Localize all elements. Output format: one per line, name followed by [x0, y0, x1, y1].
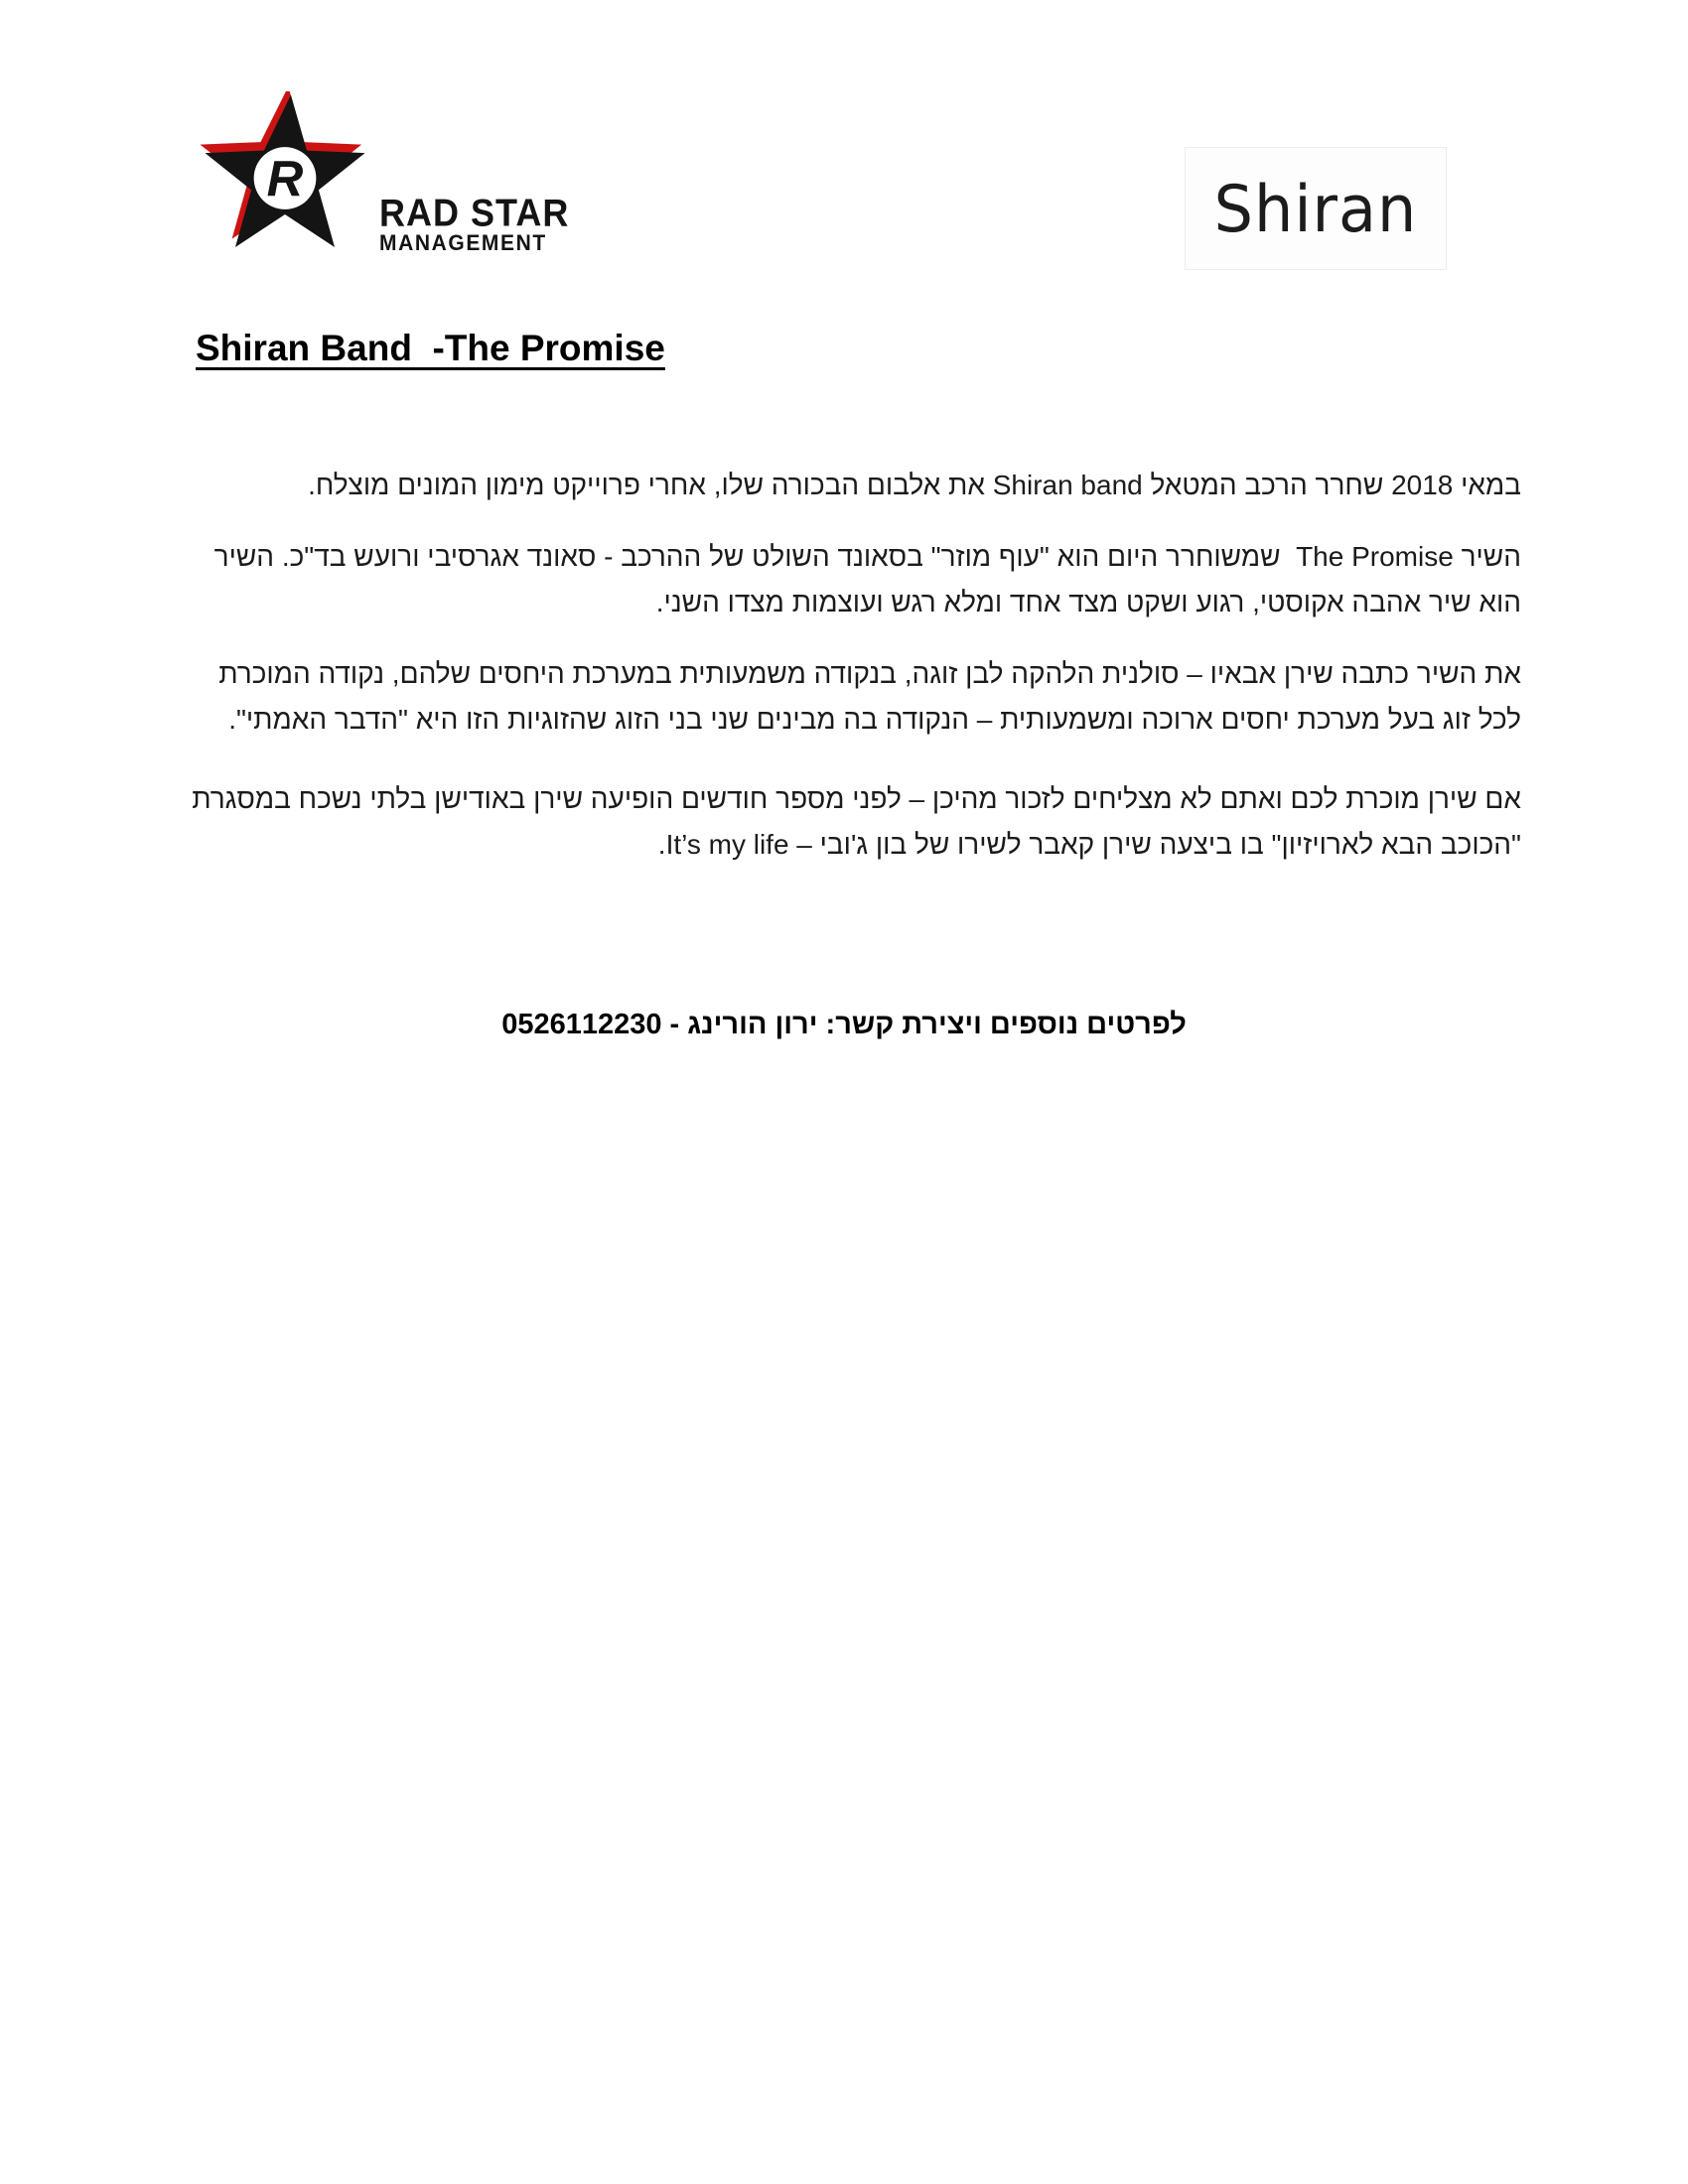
page-title: Shiran Band -The Promise: [196, 328, 665, 368]
shiran-logo: [1185, 147, 1447, 270]
paragraph: השיר The Promise שמשוחרר היום הוא "עוף מוזר" בסאונד השולט של ההרכב - סאונד אגרסיבי ורועש בד"כ. השיר הוא שיר אהבה אקוסטי, רגוע ושקט מצד אחד ומלא רגש ועוצמות מצדו השני.: [206, 541, 1521, 617]
paragraph: אם שירן מוכרת לכם ואתם לא מצליחים לזכור מהיכן – לפני מספר חודשים הופיעה שירן באודישן בלתי נשכח במסגרת "הכוכב הבא לארויזיון" בו ביצעה שירן קאבר לשירו של בון ג'ובי – It’s my life.: [184, 783, 1521, 860]
rad-star-logo: [197, 91, 569, 260]
rad-star-wordmark: [379, 190, 570, 256]
star-letter-r: R: [266, 150, 304, 207]
rad-star-wordmark-line1: RAD STAR: [379, 190, 570, 235]
document-body: [179, 463, 1521, 893]
contact-line: לפרטים נוספים ויצירת קשר: ירון הורינג - 0526112230: [501, 1009, 1187, 1040]
paragraph: במאי 2018 שחרר הרכב המטאל Shiran band את אלבום הבכורה שלו, אחרי פרוייקט מימון המונים מוצלח.: [308, 470, 1521, 500]
paragraph: את השיר כתבה שירן אבאיו – סולנית הלהקה לבן זוגה, בנקודה משמעותית במערכת היחסים שלהם, נקודה המוכרת לכל זוג בעל מערכת יחסים ארוכה ומשמעותית – הנקודה בה מבינים שני בני הזוג שהזוגיות הזו היא "הדבר האמתי".: [211, 658, 1521, 735]
shiran-logo-text: Shiran: [1213, 170, 1418, 247]
rad-star-star-icon: [197, 91, 373, 260]
rad-star-wordmark-line2: MANAGEMENT: [379, 231, 547, 256]
